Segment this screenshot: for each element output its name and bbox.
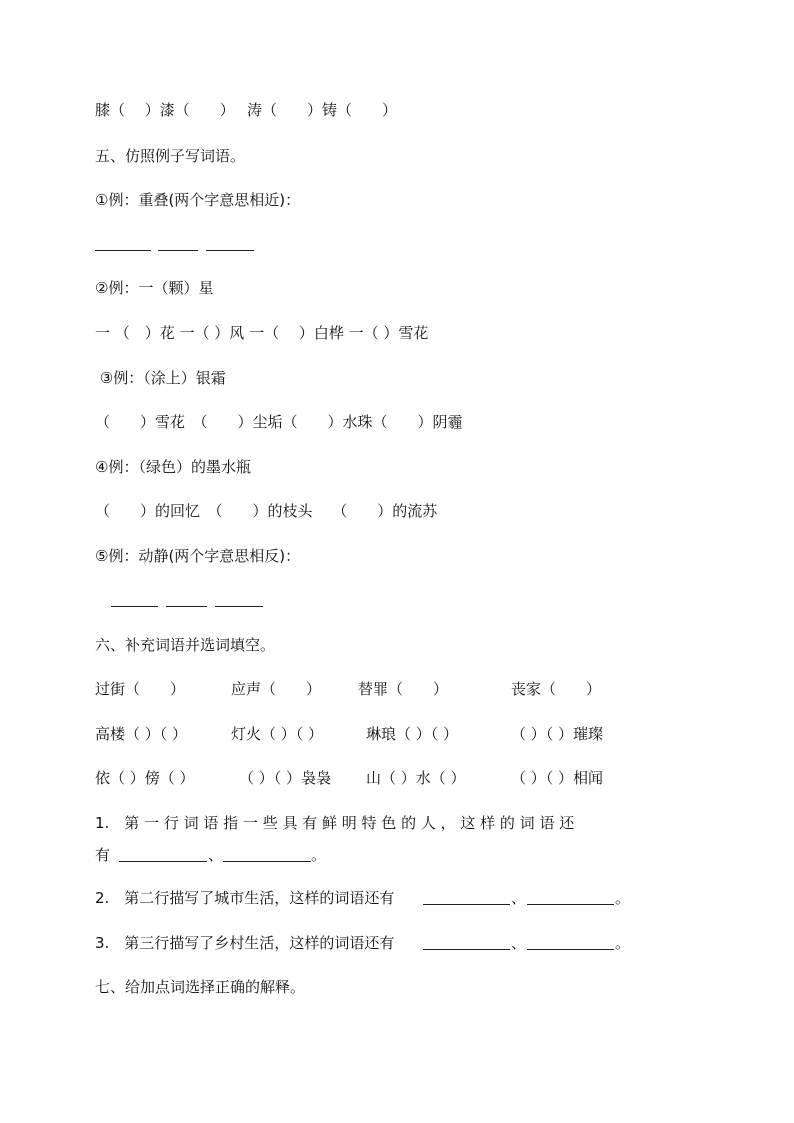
idiom-row-3-d: （ ）（ ）相闻: [511, 769, 604, 787]
separator: 、: [208, 846, 224, 864]
example-2: ②例：一（颗）星: [95, 279, 214, 297]
answer-blank[interactable]: [166, 606, 207, 607]
question-3: 3. 第三行描写了乡村生活，这样的词语还有: [95, 934, 395, 952]
question-1-prefix: 有: [95, 846, 111, 864]
answer-blank[interactable]: [423, 949, 510, 950]
example-2-row: 一 （ ）花 一（ ）风 一（ ）白桦 一（ ）雪花: [95, 324, 429, 342]
example-1: ①例：重叠(两个字意思相近)：: [95, 191, 301, 209]
question-1-line-1: 1. 第 一 行 词 语 指 一 些 具 有 鲜 明 特 色 的 人 ， 这 样 的 词 语 还: [95, 814, 575, 832]
example-4: ④例：（绿色）的墨水瓶: [95, 458, 251, 476]
answer-blank[interactable]: [95, 250, 151, 251]
answer-blank[interactable]: [215, 606, 263, 607]
answer-blank[interactable]: [223, 861, 311, 862]
answer-blank[interactable]: [206, 250, 254, 251]
question-2: 2. 第二行描写了城市生活，这样的词语还有: [95, 889, 395, 907]
idiom-row-3-b: （ ）（ ）袅袅: [239, 769, 332, 787]
idiom-row-1-c: 替罪（ ）: [358, 680, 449, 698]
idiom-row-2-b: 灯火（ ）（ ）: [231, 725, 324, 743]
idiom-row-2-d: （ ）（ ）璀璨: [511, 725, 604, 743]
period: 。: [615, 889, 631, 907]
answer-blank[interactable]: [158, 250, 198, 251]
period: 。: [615, 934, 631, 952]
answer-blank[interactable]: [527, 904, 614, 905]
separator: 、: [511, 934, 527, 952]
idiom-row-3-c: 山（ ）水（ ）: [366, 769, 466, 787]
char-pinyin-row: 膝（ ）漆（ ） 涛（ ）铸（ ）: [95, 101, 398, 119]
idiom-row-3-a: 依（ ）傍（ ）: [95, 769, 195, 787]
idiom-row-1-d: 丧家（ ）: [511, 680, 602, 698]
example-3-row: （ ）雪花 （ ）尘垢（ ）水珠（ ）阴霾: [95, 413, 463, 431]
separator: 、: [511, 889, 527, 907]
answer-blank[interactable]: [423, 904, 510, 905]
example-3: ③例：（涂上）银霜: [95, 369, 226, 387]
section-six-heading: 六、补充词语并选词填空。: [95, 636, 276, 654]
answer-blank[interactable]: [119, 861, 207, 862]
idiom-row-1-a: 过街（ ）: [95, 680, 186, 698]
answer-blank[interactable]: [111, 606, 158, 607]
idiom-row-2-c: 琳琅（ ）（ ）: [366, 725, 459, 743]
section-five-heading: 五、仿照例子写词语。: [95, 147, 246, 165]
idiom-row-2-a: 高楼（ ）（ ）: [95, 725, 188, 743]
period: 。: [311, 846, 327, 864]
section-seven-heading: 七、给加点词选择正确的解释。: [95, 978, 306, 996]
example-5: ⑤例：动静(两个字意思相反)：: [95, 547, 301, 565]
idiom-row-1-b: 应声（ ）: [231, 680, 322, 698]
answer-blank[interactable]: [527, 949, 614, 950]
example-4-row: （ ）的回忆 （ ）的枝头 （ ）的流苏: [95, 502, 438, 520]
